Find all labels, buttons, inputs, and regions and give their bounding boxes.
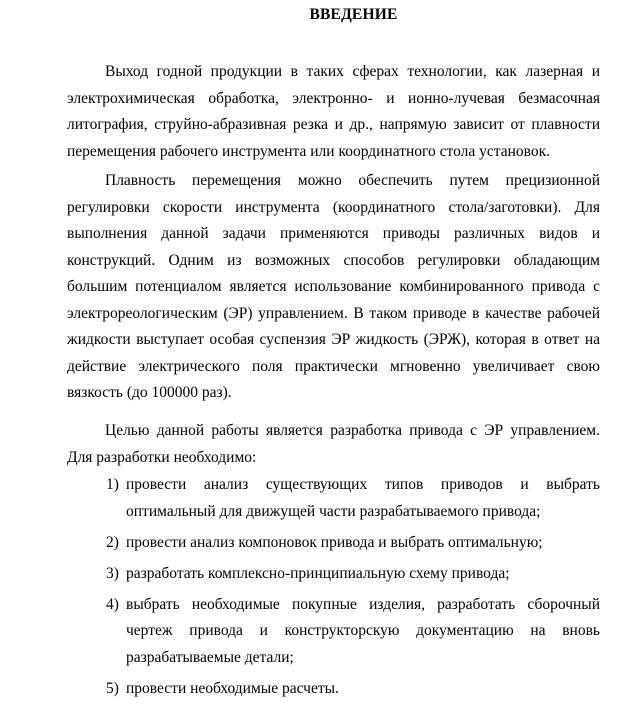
list-item-text: провести анализ существующих типов приводов и выбрать оптимальный для движущей части разрабатываемого привода;: [126, 476, 600, 520]
list-item-text: разработать комплексно-принципиальную схему привода;: [126, 564, 510, 582]
list-item-text: провести необходимые расчеты.: [126, 679, 339, 697]
list-item: [106, 676, 600, 703]
list-item-text: выбрать необходимые покупные изделия, разработать сборочный чертеж привода и конструкторскую документацию на вновь разрабатываемые детали;: [126, 595, 600, 666]
list-item: [106, 472, 600, 525]
section-title: ВВЕДЕНИЕ: [309, 6, 398, 23]
task-list: [106, 472, 600, 707]
list-item-number: 5): [106, 679, 119, 697]
list-item: [106, 561, 600, 588]
list-item: [106, 592, 600, 672]
paragraph-motion-smoothness: Плавность перемещения можно обеспечить путем прецизионной регулировки скорости инструмента (координатного стола/заготовки). Для выполнения данной задачи применяются приводы различных видов и конструкций. Одним из возможных способов регулировки обладающим большим потенциалом является использование комбинированного привода с электрореологическим (ЭР) управлением. В таком приводе в качестве рабочей жидкости выступает особая суспензия ЭР жидкость (ЭРЖ), которая в ответ на действие электрического поля практически мгновенно увеличивает свою вязкость (до 100000 раз).: [67, 172, 600, 401]
list-item-number: 3): [106, 564, 119, 582]
paragraph-work-goal: Целью данной работы является разработка привода с ЭР управлением. Для разработки необходимо:: [67, 422, 600, 466]
paragraph-production-yield: Выход годной продукции в таких сферах технологии, как лазерная и электрохимическая обработка, электронно- и ионно-лучевая безмасочная литография, струйно-абразивная резка и др., напрямую зависит от плавности перемещения рабочего инструмента или координатного стола установок.: [67, 63, 600, 160]
list-item-number: 1): [106, 476, 119, 493]
list-item-number: 4): [106, 595, 119, 613]
list-item: [106, 530, 600, 557]
list-item-text: провести анализ компоновок привода и выбрать оптимальную;: [126, 533, 543, 551]
list-item-number: 2): [106, 533, 119, 551]
